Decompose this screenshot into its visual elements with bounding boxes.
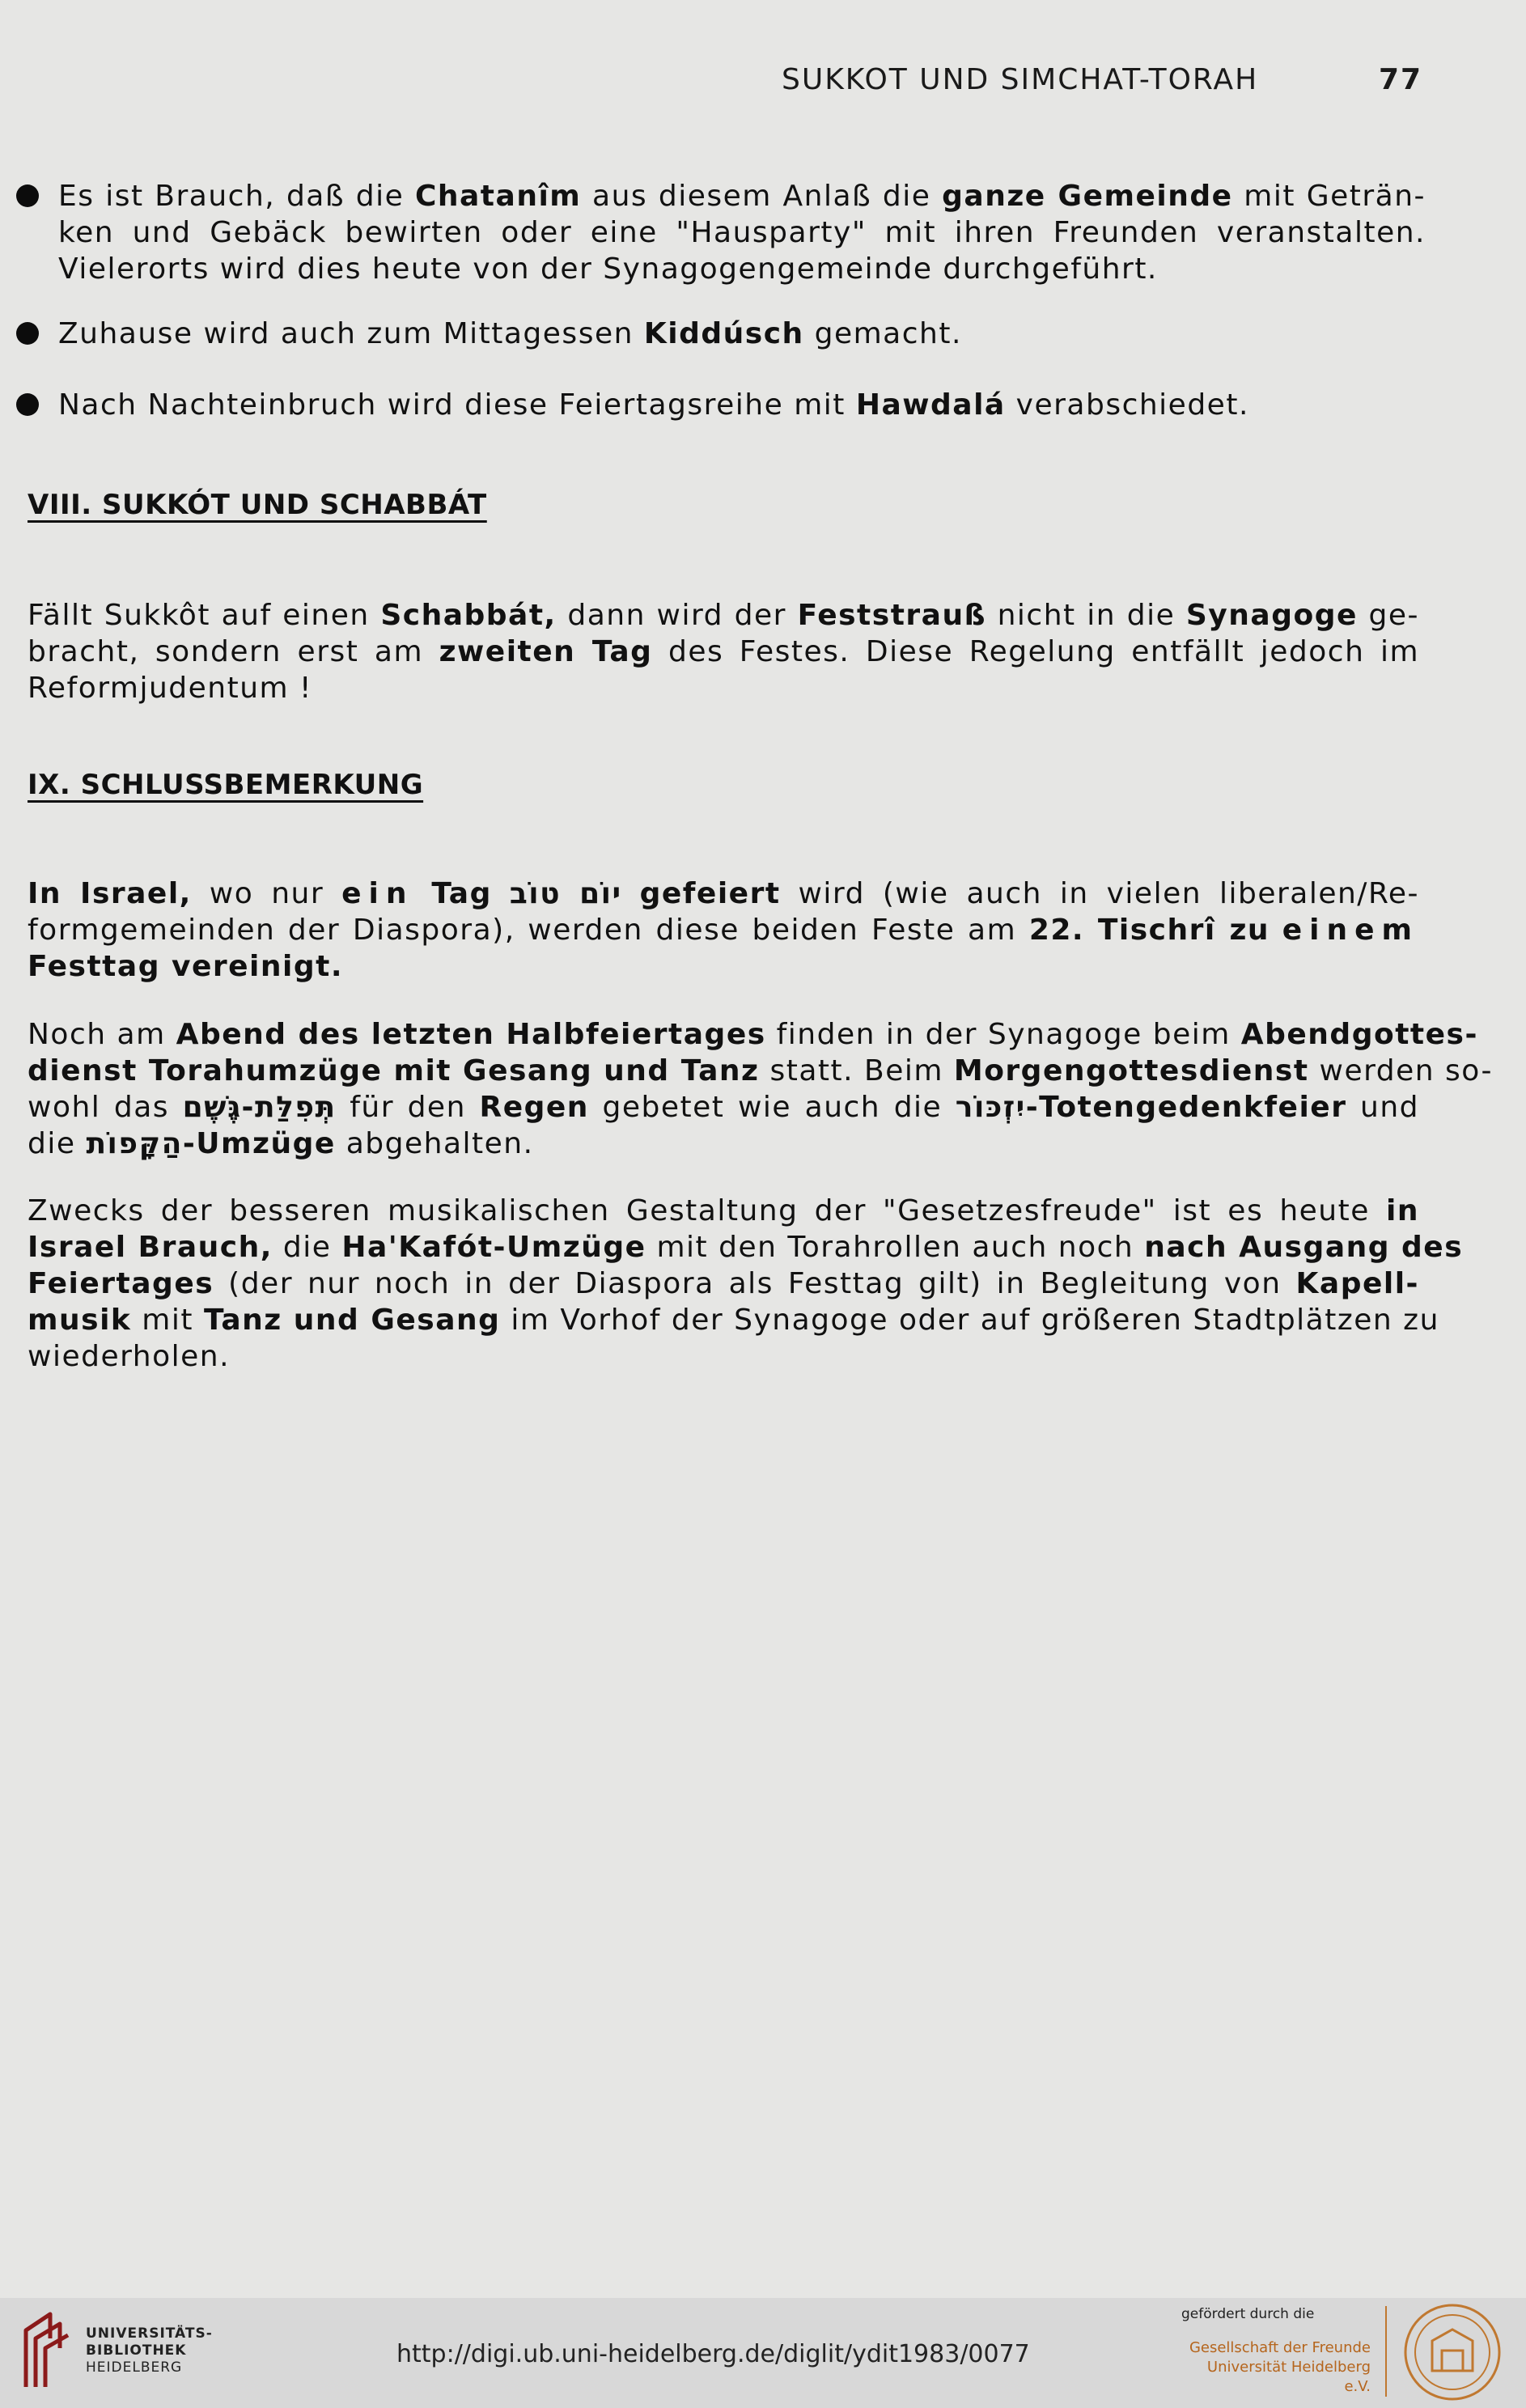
section-heading: IX. SCHLUSSBEMERKUNG: [28, 769, 424, 801]
text-line: Fällt Sukkôt auf einen Schabbát, dann wird der Feststrauß nicht in die Synagoge ge-: [28, 599, 1420, 632]
bullet-text: [58, 316, 1426, 352]
paragraph: [28, 597, 1419, 706]
bold-term: Israel Brauch,: [28, 1231, 273, 1264]
text-line: Reformjudentum !: [28, 672, 312, 705]
bold-term: Feiertages: [28, 1267, 214, 1300]
bold-term: zweiten Tag: [439, 635, 653, 668]
bold-term: Ha'Kafót-Umzüge: [341, 1231, 646, 1264]
section-heading: VIII. SUKKÓT UND SCHABBÁT: [28, 489, 487, 521]
text-line: Feiertages (der nur noch in der Diaspora als Festtag gilt) in Begleitung von Kapell-: [28, 1267, 1419, 1300]
bold-term: Synagoge: [1185, 599, 1358, 632]
text-line: Noch am Abend des letzten Halbfeiertages finden in der Synagoge beim Abendgottes-: [28, 1018, 1478, 1051]
bullet-icon: [16, 184, 39, 207]
sponsor-divider: [1385, 2306, 1387, 2397]
bold-term: dienst Torahumzüge mit Gesang und Tanz: [28, 1054, 760, 1087]
text-line: wiederholen.: [28, 1340, 231, 1373]
bold-term: 22. Tischrî zu: [1028, 914, 1270, 947]
spaced-emphasis: ein: [341, 877, 414, 910]
bullet-text: [58, 178, 1426, 287]
paragraph: [28, 875, 1419, 985]
bold-term: Kapell-: [1295, 1267, 1419, 1300]
text-line: Es ist Brauch, daß die Chatanîm aus diesem Anlaß die ganze Gemeinde mit Geträn-: [58, 180, 1426, 213]
running-title: SUKKOT UND SIMCHAT-TORAH: [782, 63, 1259, 96]
text-line: Vielerorts wird dies heute von der Synagogengemeinde durchgeführt.: [58, 252, 1158, 286]
bold-term: Tanz und Gesang: [203, 1304, 501, 1337]
text-line: wohl das תְּפִלַּת-גֶּשֶׁם für den Regen gebetet wie auch die יִזְכּוֹר-Totengedenkfeier und: [28, 1091, 1420, 1124]
text-line: formgemeinden der Diaspora), werden diese beiden Feste am 22. Tischrî zu einem: [28, 914, 1420, 947]
hebrew-term: יִזְכּוֹר: [955, 1091, 1026, 1124]
bold-term: musik: [28, 1304, 132, 1337]
bold-term: Abendgottes-: [1240, 1018, 1478, 1051]
bold-term: In Israel,: [28, 877, 192, 910]
library-name: UNIVERSITÄTS- BIBLIOTHEK HEIDELBERG: [86, 2325, 213, 2376]
text-line: Zwecks der besseren musikalischen Gestaltung der "Gesetzesfreude" ist es heute in: [28, 1194, 1419, 1227]
text-line: ken und Gebäck bewirten oder eine "Hausparty" mit ihren Freunden veranstalten.: [58, 216, 1426, 249]
bold-term: gefeiert: [639, 877, 781, 910]
hebrew-term: תְּפִלַּת-גֶּשֶׁם: [182, 1091, 337, 1124]
bullet-text: [58, 387, 1426, 423]
text-line: Zuhause wird auch zum Mittagessen Kiddúsch gemacht.: [58, 317, 962, 350]
bold-term: Abend des letzten Halbfeiertages: [176, 1018, 766, 1051]
spaced-emphasis: einem: [1282, 914, 1420, 947]
bold-term: Festtag vereinigt.: [28, 950, 344, 983]
bold-term: Regen: [479, 1091, 589, 1124]
text-line: Nach Nachteinbruch wird diese Feiertagsreihe mit Hawdalá verabschiedet.: [58, 388, 1249, 422]
bold-term: Feststrauß: [797, 599, 986, 632]
sponsor-name: Gesellschaft der Freunde Universität Heidelberg e.V.: [1189, 2339, 1371, 2395]
bold-term: Schabbát,: [380, 599, 557, 632]
bold-term: Morgengottesdienst: [953, 1054, 1309, 1087]
bullet-icon: [16, 393, 39, 416]
bold-term: nach Ausgang des: [1144, 1231, 1464, 1264]
text-line: bracht, sondern erst am zweiten Tag des Festes. Diese Regelung entfällt jedoch im: [28, 635, 1420, 668]
running-header: [782, 63, 1526, 104]
bold-term: Chatanîm: [414, 180, 582, 213]
bold-term: in: [1386, 1194, 1419, 1227]
hebrew-term: הַקָּפוֹת: [86, 1127, 183, 1160]
text-line: In Israel, wo nur ein Tag יוֹם טוֹב gefeiert wird (wie auch in vielen liberalen/Re-: [28, 877, 1419, 910]
text-line: dienst Torahumzüge mit Gesang und Tanz statt. Beim Morgengottesdienst werden so-: [28, 1054, 1493, 1087]
bullet-icon: [16, 322, 39, 345]
bold-term: -Umzüge: [182, 1127, 336, 1160]
paragraph: [28, 1193, 1464, 1375]
bold-term: Kiddúsch: [643, 317, 804, 350]
paragraph: [28, 1016, 1493, 1162]
text-line: Israel Brauch, die Ha'Kafót-Umzüge mit den Torahrollen auch noch nach Ausgang des: [28, 1231, 1464, 1264]
sponsor-label: gefördert durch die: [1181, 2306, 1315, 2322]
bold-term: Tag: [431, 877, 492, 910]
bold-term: Hawdalá: [855, 388, 1006, 422]
hebrew-term: יוֹם טוֹב: [509, 877, 622, 910]
page-number: 77: [1379, 63, 1423, 96]
source-url-link[interactable]: http://digi.ub.uni-heidelberg.de/diglit/ydit1983/0077: [396, 2340, 1030, 2368]
bold-term: ganze Gemeinde: [942, 180, 1233, 213]
text-line: die הַקָּפוֹת-Umzüge abgehalten.: [28, 1127, 534, 1160]
text-line: [28, 948, 1419, 985]
university-seal-icon: [1400, 2302, 1505, 2402]
bold-term: -Totengedenkfeier: [1025, 1091, 1347, 1124]
library-logo-icon: [18, 2306, 76, 2395]
text-line: musik mit Tanz und Gesang im Vorhof der Synagoge oder auf größeren Stadtplätzen zu: [28, 1304, 1439, 1337]
